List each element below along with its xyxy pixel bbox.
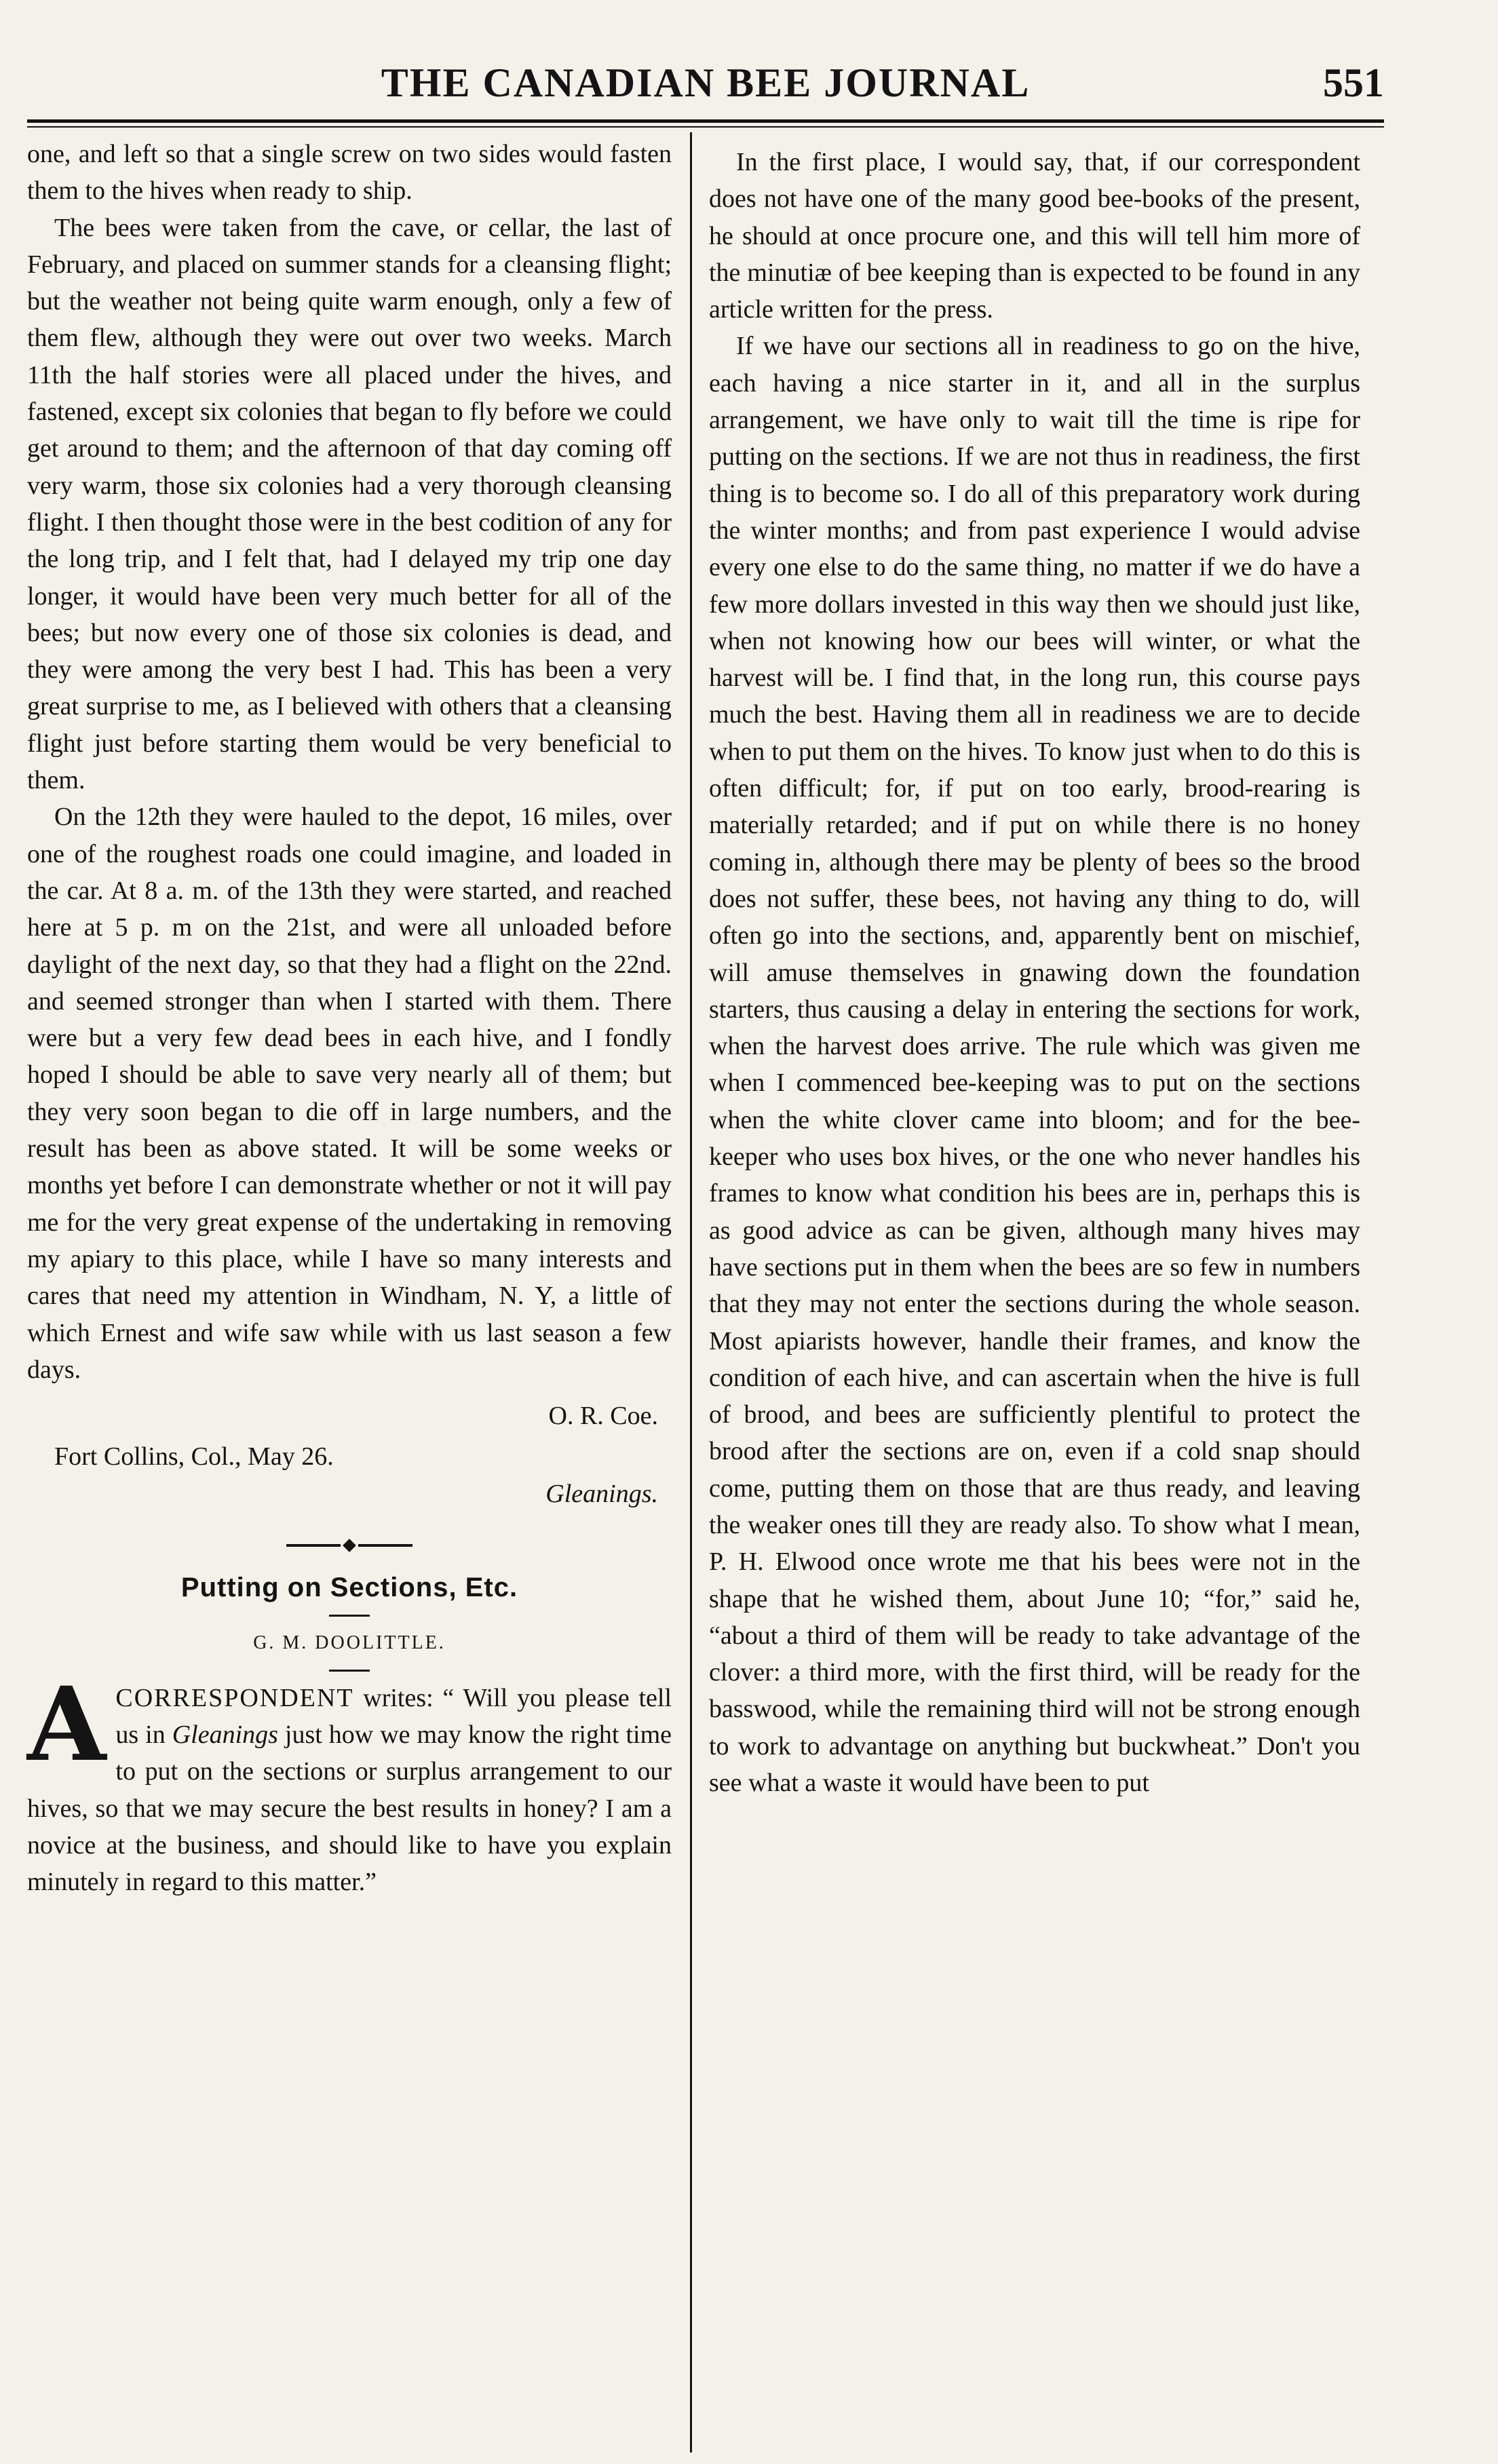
byline-rule bbox=[329, 1670, 370, 1672]
paragraph: In the first place, I would say, that, if our correspondent does not have one of the many good bee-books of the present, he should at once procure one, and this will tell him more of the minutiæ of bee keeping than is expected to be found in any article written for the press. bbox=[709, 148, 1360, 324]
section-ornament bbox=[27, 1526, 672, 1562]
header-rule-thin bbox=[27, 126, 1384, 128]
drop-cap: A bbox=[27, 1664, 107, 1784]
source-credit: Gleanings. bbox=[545, 1479, 658, 1508]
page-number: 551 bbox=[1323, 60, 1384, 105]
article-title: Putting on Sections, Etc. bbox=[180, 1573, 518, 1603]
article-intro bbox=[27, 1664, 672, 1901]
page-header bbox=[27, 60, 1384, 121]
header-rule bbox=[27, 119, 1384, 123]
right-column bbox=[709, 144, 1360, 1801]
journal-title: THE CANADIAN BEE JOURNAL bbox=[381, 60, 1031, 105]
dateline: Fort Collins, Col., May 26. bbox=[54, 1442, 334, 1471]
intro-text: writes: “ Will you please tell us in bbox=[115, 1683, 672, 1750]
left-column bbox=[27, 136, 672, 1901]
paragraph: If we have our sections all in readiness to go on the hive, each having a nice starter in it, and all in the surplus arrangement, we have only to wait till the time is ripe for putting on the sections. If we are not thus in readiness, the first thing is to become so. I do all of this preparatory work during the winter months; and from past experience I would advise every one else to do the same thing, no matter if we do have a few more dollars invested in this way then we should just like, when not knowing how our bees will winter, or what the harvest will be. I find that, in the long run, this course pays much the best. Having them all in readiness we are to decide when to put them on the hives. To know just when to do this is often difficult; for, if put on too early, brood-rearing is materially retarded; and if put on while there is no honey coming in, although there may be plenty of bees so the brood does not suffer, these bees, not having any thing to do, will often go into the sections, and, apparently bent on mischief, will amuse themselves in gnawing down the foundation starters, thus causing a delay in entering the sections for work, when the harvest does arrive. The rule which was given me when I commenced bee-keeping was to put on the sections when the white clover came into bloom; and for the bee-keeper who uses box hives, or the one who never handles his frames to know what condition his bees are in, perhaps this is as good advice as can be given, although many hives may have sections put in them when the bees are so few in numbers that they may not enter the sections during the whole season. Most apiarists however, handle their frames, and know the condition of each hive, and can ascertain when the hive is full of brood, and bees are sufficiently plentiful to protect the brood after the sections are on, even if a cold snap should come, putting them on those that are thus ready, and leaving the weaker ones till they are ready also. To show what I mean, P. H. Elwood once wrote me that his bees were not in the shape that he wished them, about June 10; “for,” said he, “about a third of them will be ready to take advantage of the clover: a third more, with the first third, will be ready for the basswood, while the remaining third will not be strong enough to work to advantage on anything but buckwheat.” Don't you see what a waste it would have been to put bbox=[709, 332, 1360, 1798]
intro-italic: Gleanings bbox=[172, 1720, 278, 1750]
paragraph: one, and left so that a single screw on two sides would fasten them to the hives when ready to ship. bbox=[27, 140, 672, 206]
column-divider bbox=[690, 132, 692, 2452]
author-signature: O. R. Coe. bbox=[548, 1402, 658, 1431]
paragraph: On the 12th they were hauled to the depot, 16 miles, over one of the roughest roads one could imagine, and loaded in the car. At 8 a. m. of the 13th they were started, and reached here at 5 p. m on the 21st, and were all unloaded before daylight of the next day, so that they had a flight on the 22nd. and seemed stronger than when I started with them. There were but a very few dead bees in each hive, and I fondly hoped I should be able to save very nearly all of them; but they very soon began to die off in large numbers, and the result has been as above stated. It will be some weeks or months yet before I can demonstrate whether or not it will pay me for the very great expense of the undertaking in removing my apiary to this place, while I have so many interests and cares that need my attention in Windham, N. Y, a little of which Ernest and wife saw while with us last season a few days. bbox=[27, 803, 672, 1384]
intro-text-end: just how we may know the right time to put on the sections or surplus arrangement to our hives, so that we may secure the best results in honey? I am a novice at the business, and should like to have you explain minutely in regard to this matter.” bbox=[27, 1720, 672, 1897]
paragraph: The bees were taken from the cave, or cellar, the last of February, and placed on summer stands for a cleansing flight; but the weather not being quite warm enough, only a few of them flew, although they were out over two weeks. March 11th the half stories were all placed under the hives, and fastened, except six colonies that began to fly before we could get around to them; and the afternoon of that day coming off very warm, those six colonies had a very thorough cleansing flight. I then thought those were in the best codition of any for the long trip, and I felt that, had I delayed my trip one day longer, it would have been very much better for all of the bees; but now every one of those six colonies is dead, and they were among the very best I had. This has been a very great surprise to me, as I believed with others that a cleansing flight just before starting them would be very beneficial to them. bbox=[27, 213, 672, 795]
title-rule bbox=[329, 1615, 370, 1617]
article-byline: G. M. DOOLITTLE. bbox=[253, 1632, 446, 1653]
intro-caps: CORRESPONDENT bbox=[115, 1683, 354, 1712]
